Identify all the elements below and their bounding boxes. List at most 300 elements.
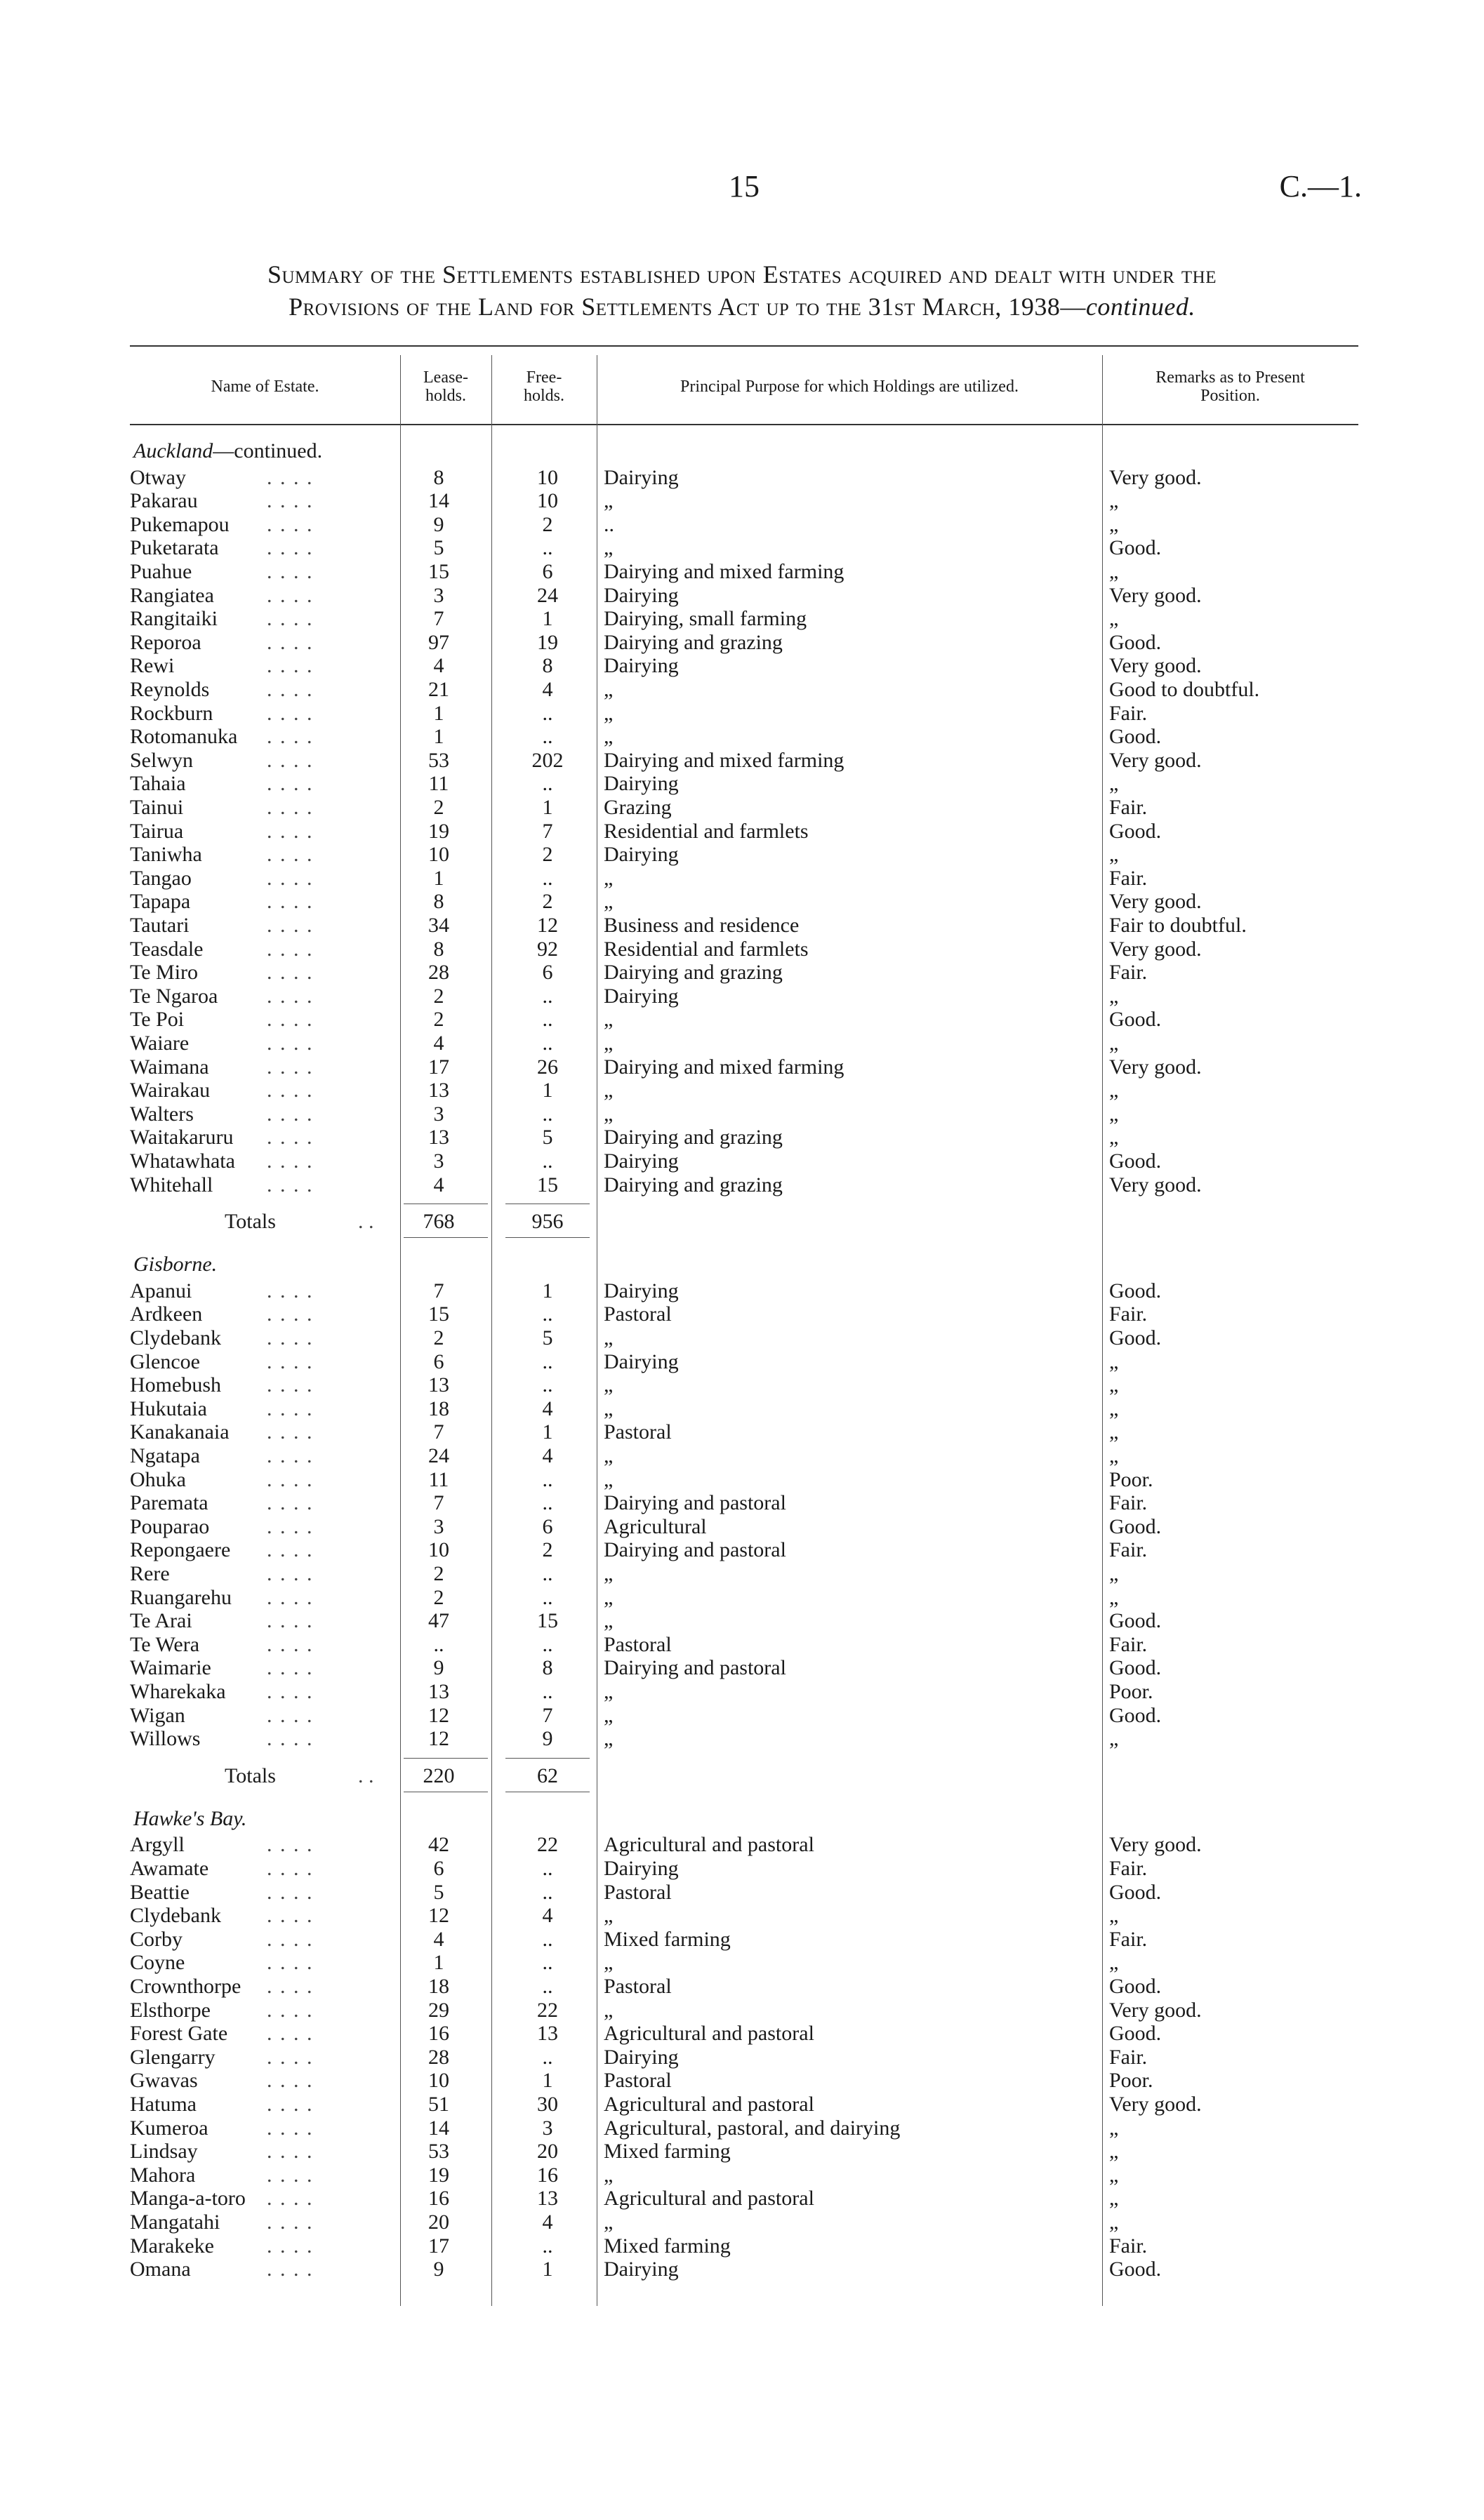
estate-name: Te Wera	[130, 1632, 200, 1656]
column-header-remarks: Remarks as to Present Position.	[1155, 368, 1305, 405]
leaseholds-value: 51	[428, 2093, 449, 2116]
leader-dots: . . . .	[267, 1173, 314, 1196]
estate-name: Homebush	[130, 1373, 221, 1397]
purpose-value: „	[604, 725, 614, 749]
leader-dots: . . . .	[267, 536, 314, 560]
freeholds-value: 10	[537, 465, 558, 489]
leader-dots: . . . .	[267, 1703, 314, 1727]
remark-value: Very good.	[1109, 2093, 1202, 2116]
leader-dots: . . . .	[267, 1538, 314, 1562]
table-row	[0, 584, 1484, 607]
leader-dots: . . . .	[267, 560, 314, 583]
leader-dots: . . . .	[267, 1680, 314, 1703]
table-row	[0, 2234, 1484, 2258]
freeholds-value: ..	[542, 1008, 553, 1032]
leader-dots: . . . .	[267, 2116, 314, 2140]
freeholds-value: ..	[542, 1857, 553, 1880]
leaseholds-value: 7	[433, 607, 444, 631]
table-row	[0, 2046, 1484, 2069]
purpose-value: „	[604, 1396, 614, 1420]
remark-value: Good.	[1109, 1149, 1162, 1173]
totals-leaseholds: 768	[423, 1210, 455, 1234]
estate-name: Whatawhata	[130, 1149, 235, 1173]
freeholds-value: 6	[542, 1514, 553, 1538]
estate-name: Walters	[130, 1102, 194, 1126]
purpose-value: Agricultural and pastoral	[604, 2022, 814, 2046]
remark-value: „	[1109, 2163, 1119, 2187]
purpose-value: Dairying and pastoral	[604, 1491, 786, 1515]
remark-value: Fair.	[1109, 2045, 1148, 2069]
remark-value: Very good.	[1109, 1055, 1202, 1079]
freeholds-value: 22	[537, 1998, 558, 2022]
leaseholds-value: 28	[428, 2045, 449, 2069]
purpose-value: „	[604, 2211, 614, 2234]
freeholds-value: 1	[542, 2069, 553, 2093]
purpose-value: „	[604, 1998, 614, 2022]
leader-dots: . . . .	[267, 607, 314, 631]
table-top-rule	[130, 345, 1358, 347]
freeholds-value: 16	[537, 2163, 558, 2187]
estate-name: Clydebank	[130, 1326, 221, 1349]
estate-name: Wairakau	[130, 1079, 211, 1102]
freeholds-value: 1	[542, 1279, 553, 1302]
remark-value: Good.	[1109, 1279, 1162, 1302]
totals-rule	[505, 1758, 590, 1759]
estate-name: Elsthorpe	[130, 1998, 211, 2022]
estate-name: Waimarie	[130, 1656, 211, 1680]
estate-name: Forest Gate	[130, 2022, 228, 2046]
purpose-value: „	[604, 489, 614, 513]
section-title: Hawke's Bay	[133, 1806, 241, 1830]
table-row	[0, 536, 1484, 559]
table-row	[0, 1173, 1484, 1196]
estate-name: Tainui	[130, 796, 184, 819]
remark-value: „	[1109, 984, 1119, 1008]
leader-dots: . . . .	[267, 843, 314, 867]
purpose-value: Dairying and grazing	[604, 961, 783, 985]
freeholds-value: ..	[542, 1491, 553, 1515]
remark-value: Poor.	[1109, 1467, 1153, 1491]
table-row	[0, 466, 1484, 489]
leaseholds-value: 3	[433, 1514, 444, 1538]
remark-value: „	[1109, 1373, 1119, 1397]
remark-value: „	[1109, 1349, 1119, 1373]
leader-dots: . . . .	[267, 1632, 314, 1656]
table-row	[0, 890, 1484, 913]
leader-dots: . . . .	[267, 1998, 314, 2022]
table-row	[0, 725, 1484, 748]
table-row	[0, 1055, 1484, 1079]
freeholds-value: ..	[542, 1632, 553, 1656]
table-row	[0, 1656, 1484, 1679]
section-title: Gisborne	[133, 1253, 212, 1276]
column-header-freeholds: Free- holds.	[523, 368, 564, 405]
purpose-value: Grazing	[604, 796, 672, 819]
table-row	[0, 2093, 1484, 2116]
remark-value: Good.	[1109, 1326, 1162, 1349]
column-header-purpose: Principal Purpose for which Holdings are utilized.	[680, 378, 1019, 396]
leaseholds-value: 9	[433, 512, 444, 536]
table-row	[0, 820, 1484, 843]
leaseholds-value: 12	[428, 1727, 449, 1751]
freeholds-value: ..	[542, 1951, 553, 1975]
table-row	[0, 2116, 1484, 2140]
estate-name: Whitehall	[130, 1173, 213, 1196]
freeholds-value: ..	[542, 2234, 553, 2258]
estate-name: Selwyn	[130, 748, 193, 772]
leaseholds-value: 13	[428, 1680, 449, 1703]
purpose-value: „	[604, 1703, 614, 1727]
table-row	[0, 513, 1484, 536]
leader-dots: . . . .	[267, 2022, 314, 2046]
estate-name: Tapapa	[130, 890, 191, 914]
table-row	[0, 1149, 1484, 1173]
remark-value: „	[1109, 560, 1119, 583]
purpose-value: Mixed farming	[604, 2234, 731, 2258]
section-suffix: —continued.	[213, 439, 323, 462]
leader-dots: . . . .	[267, 1126, 314, 1149]
purpose-value: Mixed farming	[604, 1927, 731, 1951]
remark-value: „	[1109, 1585, 1119, 1609]
leaseholds-value: 9	[433, 1656, 444, 1680]
remark-value: Very good.	[1109, 748, 1202, 772]
freeholds-value: 4	[542, 1904, 553, 1928]
freeholds-value: ..	[542, 701, 553, 725]
leaseholds-value: 15	[428, 560, 449, 583]
title-line-2-main: Provisions of the Land for Settlements Act up to the 31st March, 1938—	[289, 293, 1086, 321]
table-row	[0, 1609, 1484, 1632]
table-row	[0, 2187, 1484, 2210]
estate-name: Hukutaia	[130, 1396, 207, 1420]
freeholds-value: 2	[542, 890, 553, 914]
remark-value: Fair.	[1109, 701, 1148, 725]
totals-row	[0, 1208, 1484, 1236]
estate-name: Teasdale	[130, 937, 204, 961]
totals-rule	[404, 1237, 488, 1238]
remark-value: Good.	[1109, 1609, 1162, 1633]
purpose-value: Dairying	[604, 2045, 679, 2069]
table-row	[0, 1468, 1484, 1491]
remark-value: Fair.	[1109, 1632, 1148, 1656]
leader-dots: . . . .	[267, 937, 314, 961]
purpose-value: „	[604, 1609, 614, 1633]
leader-dots: . .	[358, 1764, 374, 1787]
freeholds-value: ..	[542, 1585, 553, 1609]
remark-value: Fair to doubtful.	[1109, 914, 1247, 937]
estate-name: Willows	[130, 1727, 201, 1751]
table-row	[0, 678, 1484, 701]
table-row	[0, 1397, 1484, 1420]
freeholds-value: ..	[542, 725, 553, 749]
freeholds-value: 15	[537, 1173, 558, 1196]
freeholds-value: 4	[542, 1444, 553, 1467]
freeholds-value: 2	[542, 843, 553, 867]
remark-value: Fair.	[1109, 1857, 1148, 1880]
freeholds-value: 10	[537, 489, 558, 513]
estate-name: Puahue	[130, 560, 192, 583]
column-header-leaseholds: Lease- holds.	[423, 368, 468, 405]
table-row	[0, 938, 1484, 961]
purpose-value: Pastoral	[604, 1420, 672, 1444]
purpose-value: Dairying	[604, 465, 679, 489]
table-row	[0, 1079, 1484, 1102]
leaseholds-value: 53	[428, 748, 449, 772]
freeholds-value: 4	[542, 2211, 553, 2234]
purpose-value: Dairying	[604, 654, 679, 678]
leaseholds-value: 13	[428, 1373, 449, 1397]
freeholds-value: 24	[537, 583, 558, 607]
leaseholds-value: 7	[433, 1279, 444, 1302]
estate-name: Rere	[130, 1562, 170, 1585]
purpose-value: Dairying, small farming	[604, 607, 807, 631]
estate-name: Repongaere	[130, 1538, 231, 1562]
section-heading	[133, 1253, 217, 1276]
purpose-value: Dairying	[604, 583, 679, 607]
estate-name: Omana	[130, 2258, 191, 2281]
leaseholds-value: 7	[433, 1420, 444, 1444]
purpose-value: Dairying and mixed farming	[604, 748, 844, 772]
freeholds-value: 30	[537, 2093, 558, 2116]
leader-dots: . . . .	[267, 489, 314, 513]
leaseholds-value: 29	[428, 1998, 449, 2022]
leader-dots: . . . .	[267, 2140, 314, 2164]
leader-dots: . . . .	[267, 1032, 314, 1055]
remark-value: Poor.	[1109, 1680, 1153, 1703]
section-suffix: .	[211, 1253, 218, 1276]
remark-value: Fair.	[1109, 1927, 1148, 1951]
purpose-value: „	[604, 1467, 614, 1491]
freeholds-value: 1	[542, 1420, 553, 1444]
remark-value: Good.	[1109, 1880, 1162, 1904]
estate-name: Mangatahi	[130, 2211, 220, 2234]
leader-dots: . . . .	[267, 725, 314, 749]
table-row	[0, 1928, 1484, 1951]
purpose-value: „	[604, 1904, 614, 1928]
freeholds-value: ..	[542, 1680, 553, 1703]
table-row	[0, 1951, 1484, 1974]
table-row	[0, 749, 1484, 772]
remark-value: Good.	[1109, 2258, 1162, 2281]
estate-name: Tangao	[130, 866, 192, 890]
leader-dots: . . . .	[267, 2069, 314, 2093]
freeholds-value: ..	[542, 1102, 553, 1126]
freeholds-value: 1	[542, 796, 553, 819]
remark-value: Fair.	[1109, 2234, 1148, 2258]
leader-dots: . . . .	[267, 512, 314, 536]
leader-dots: . . . .	[267, 1444, 314, 1467]
purpose-value: Pastoral	[604, 1302, 672, 1326]
leader-dots: . . . .	[267, 1927, 314, 1951]
purpose-value: „	[604, 701, 614, 725]
purpose-value: Dairying and grazing	[604, 1173, 783, 1196]
leaseholds-value: 1	[433, 725, 444, 749]
freeholds-value: ..	[542, 536, 553, 560]
purpose-value: Agricultural, pastoral, and dairying	[604, 2116, 901, 2140]
leader-dots: . . . .	[267, 2045, 314, 2069]
remark-value: Good to doubtful.	[1109, 678, 1260, 701]
remark-value: „	[1109, 1420, 1119, 1444]
table-row	[0, 1491, 1484, 1514]
estate-name: Hatuma	[130, 2093, 197, 2116]
leaseholds-value: 8	[433, 937, 444, 961]
remark-value: Good.	[1109, 630, 1162, 654]
freeholds-value: 26	[537, 1055, 558, 1079]
remark-value: „	[1109, 1444, 1119, 1467]
table-row	[0, 1302, 1484, 1326]
leaseholds-value: 10	[428, 2069, 449, 2093]
table-row	[0, 1326, 1484, 1349]
remark-value: „	[1109, 607, 1119, 631]
purpose-value: „	[604, 678, 614, 701]
leader-dots: . . . .	[267, 678, 314, 701]
table-row	[0, 1102, 1484, 1126]
section-heading	[133, 1807, 246, 1831]
leaseholds-value: 8	[433, 890, 444, 914]
freeholds-value: ..	[542, 1302, 553, 1326]
remark-value: „	[1109, 1102, 1119, 1126]
leader-dots: . . . .	[267, 914, 314, 937]
purpose-value: „	[604, 1444, 614, 1467]
purpose-value: „	[604, 1032, 614, 1055]
estate-name: Rotomanuka	[130, 725, 238, 749]
remark-value: „	[1109, 2116, 1119, 2140]
remark-value: Good.	[1109, 2022, 1162, 2046]
remark-value: „	[1109, 1032, 1119, 1055]
purpose-value: „	[604, 1079, 614, 1102]
remark-value: Very good.	[1109, 583, 1202, 607]
leader-dots: . . . .	[267, 1975, 314, 1998]
estate-name: Rangiatea	[130, 583, 214, 607]
leader-dots: . . . .	[267, 1055, 314, 1079]
estate-name: Wharekaka	[130, 1680, 226, 1703]
totals-rule	[404, 1758, 488, 1759]
table-row	[0, 702, 1484, 725]
leaseholds-value: 6	[433, 1857, 444, 1880]
title-line-2	[91, 291, 1393, 323]
remark-value: „	[1109, 2211, 1119, 2234]
leader-dots: . . . .	[267, 2258, 314, 2281]
leaseholds-value: 2	[433, 984, 444, 1008]
leader-dots: . . . .	[267, 1951, 314, 1975]
freeholds-value: 9	[542, 1727, 553, 1751]
leader-dots: . . . .	[267, 1514, 314, 1538]
leaseholds-value: 21	[428, 678, 449, 701]
remark-value: Good.	[1109, 1656, 1162, 1680]
estate-name: Te Miro	[130, 961, 199, 985]
purpose-value: Dairying and mixed farming	[604, 1055, 844, 1079]
estate-name: Puketarata	[130, 536, 219, 560]
estate-name: Glengarry	[130, 2045, 216, 2069]
leaseholds-value: 1	[433, 701, 444, 725]
purpose-value: Dairying and mixed farming	[604, 560, 844, 583]
leaseholds-value: 14	[428, 489, 449, 513]
freeholds-value: 6	[542, 961, 553, 985]
estate-name: Rewi	[130, 654, 175, 678]
leaseholds-value: 13	[428, 1079, 449, 1102]
estate-name: Waiare	[130, 1032, 190, 1055]
leader-dots: . . . .	[267, 961, 314, 985]
freeholds-value: 1	[542, 1079, 553, 1102]
estate-name: Taniwha	[130, 843, 202, 867]
table-row	[0, 654, 1484, 677]
table-row	[0, 1420, 1484, 1444]
leaseholds-value: 20	[428, 2211, 449, 2234]
purpose-value: „	[604, 1326, 614, 1349]
leaseholds-value: 4	[433, 1927, 444, 1951]
leader-dots: . . . .	[267, 796, 314, 819]
table-row	[0, 1279, 1484, 1302]
freeholds-value: ..	[542, 1032, 553, 1055]
estate-name: Pakarau	[130, 489, 198, 513]
purpose-value: „	[604, 1951, 614, 1975]
purpose-value: Agricultural and pastoral	[604, 1833, 814, 1857]
freeholds-value: 13	[537, 2187, 558, 2211]
totals-freeholds: 956	[531, 1210, 564, 1234]
section-suffix: .	[241, 1806, 247, 1830]
remark-value: Good.	[1109, 725, 1162, 749]
estate-name: Pouparao	[130, 1514, 210, 1538]
table-row	[0, 1444, 1484, 1467]
leader-dots: . . . .	[267, 1279, 314, 1302]
purpose-value: Agricultural	[604, 1514, 707, 1538]
leader-dots: . . . .	[267, 1833, 314, 1857]
freeholds-value: 15	[537, 1609, 558, 1633]
table-row	[0, 985, 1484, 1008]
freeholds-value: 8	[542, 1656, 553, 1680]
leaseholds-value: 53	[428, 2140, 449, 2164]
table-row	[0, 772, 1484, 795]
purpose-value: Pastoral	[604, 1975, 672, 1998]
remark-value: „	[1109, 843, 1119, 867]
purpose-value: Agricultural and pastoral	[604, 2187, 814, 2211]
freeholds-value: 22	[537, 1833, 558, 1857]
leaseholds-value: 10	[428, 843, 449, 867]
remark-value: Very good.	[1109, 465, 1202, 489]
remark-value: Good.	[1109, 1008, 1162, 1032]
purpose-value: Dairying and pastoral	[604, 1656, 786, 1680]
remark-value: „	[1109, 489, 1119, 513]
leader-dots: . . . .	[267, 1102, 314, 1126]
purpose-value: ..	[604, 512, 614, 536]
table-row	[0, 2069, 1484, 2092]
purpose-value: Dairying	[604, 772, 679, 796]
leader-dots: . . . .	[267, 984, 314, 1008]
table-row	[0, 489, 1484, 512]
remark-value: Very good.	[1109, 937, 1202, 961]
leaseholds-value: 19	[428, 2163, 449, 2187]
purpose-value: „	[604, 1008, 614, 1032]
remark-value: Good.	[1109, 819, 1162, 843]
table-row	[0, 1975, 1484, 1998]
leader-dots: . . . .	[267, 1585, 314, 1609]
table-row	[0, 2258, 1484, 2281]
remark-value: Fair.	[1109, 866, 1148, 890]
leaseholds-value: 3	[433, 583, 444, 607]
leaseholds-value: 16	[428, 2187, 449, 2211]
estate-name: Ruangarehu	[130, 1585, 232, 1609]
estate-name: Corby	[130, 1927, 183, 1951]
remark-value: „	[1109, 1904, 1119, 1928]
remark-value: „	[1109, 1727, 1119, 1751]
purpose-value: Business and residence	[604, 914, 800, 937]
totals-freeholds: 62	[537, 1764, 558, 1787]
purpose-value: „	[604, 1562, 614, 1585]
estate-name: Kumeroa	[130, 2116, 208, 2140]
document-reference: C.—1.	[1279, 169, 1362, 204]
leader-dots: . . . .	[267, 890, 314, 914]
leaseholds-value: 14	[428, 2116, 449, 2140]
leaseholds-value: 5	[433, 536, 444, 560]
